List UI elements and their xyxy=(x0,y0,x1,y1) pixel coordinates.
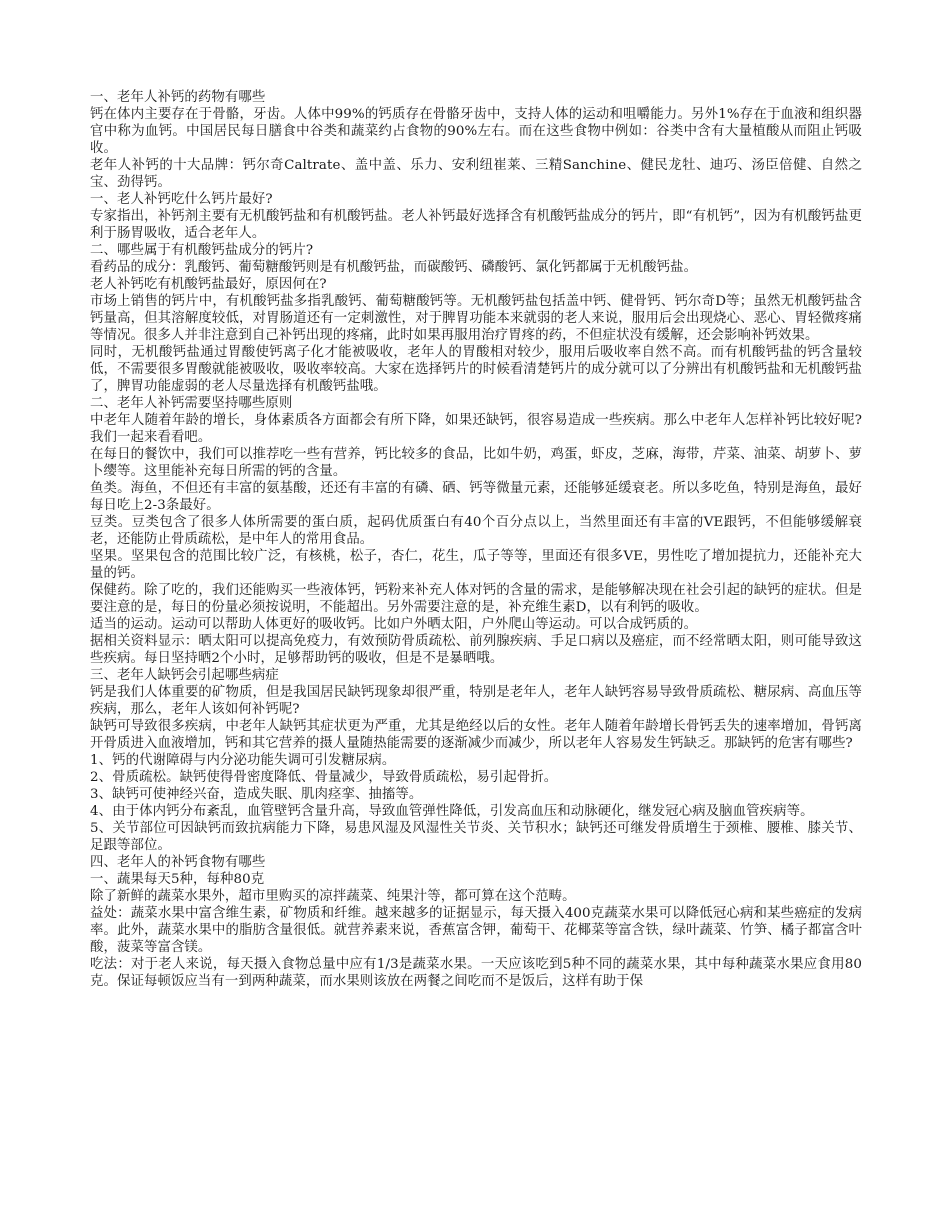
paragraph: 鱼类。海鱼，不但还有丰富的氨基酸，还还有丰富的有磷、硒、钙等微量元素，还能够延缓衰老。所以多吃鱼，特别是海鱼，最好每日吃上2-3条最好。 xyxy=(90,481,862,513)
paragraph: 吃法：对于老人来说，每天摄入食物总量中应有1/3是蔬菜水果。一天应该吃到5种不同的蔬菜水果，其中每种蔬菜水果应食用80克。保证每顿饭应当有一到两种蔬菜，而水果则该放在两餐之间吃而不是饭后，这样有助于保 xyxy=(90,957,862,989)
paragraph: 同时，无机酸钙盐通过胃酸使钙离子化才能被吸收，老年人的胃酸相对较少，服用后吸收率自然不高。而有机酸钙盐的钙含量较低，不需要很多胃酸就能被吸收，吸收率较高。大家在选择钙片的时候看清楚钙片的成分就可以了分辨出有机酸钙盐和无机酸钙盐了，脾胃功能虚弱的老人尽量选择有机酸钙盐哦。 xyxy=(90,345,862,394)
heading-1: 一、老年人补钙的药物有哪些 xyxy=(90,90,266,105)
paragraph: 专家指出，补钙剂主要有无机酸钙盐和有机酸钙盐。老人补钙最好选择含有机酸钙盐成分的钙片，即“有机钙”，因为有机酸钙盐更利于肠胃吸收，适合老年人。 xyxy=(90,209,862,241)
paragraph: 豆类。豆类包含了很多人体所需要的蛋白质，起码优质蛋白有40个百分点以上，当然里面还有丰富的VE跟钙，不但能够缓解衰老，还能防止骨质疏松，是中年人的常用食品。 xyxy=(90,515,862,547)
list-item: 1、钙的代谢障碍与内分泌功能失调可引发糖尿病。 xyxy=(90,753,396,768)
subheading: 一、蔬果每天5种，每种80克 xyxy=(90,872,265,887)
subheading: 二、哪些属于有机酸钙盐成分的钙片? xyxy=(90,243,314,258)
paragraph: 钙在体内主要存在于骨骼，牙齿。人体中99%的钙质存在骨骼牙齿中，支持人体的运动和咀嚼能力。另外1%存在于血液和组织器官中称为血钙。中国居民每日膳食中谷类和蔬菜约占食物的90%左右。而在这些食物中例如：谷类中含有大量植酸从而阻止钙吸收。 xyxy=(90,107,862,156)
paragraph: 中老年人随着年龄的增长，身体素质各方面都会有所下降，如果还缺钙，很容易造成一些疾病。那么中老年人怎样补钙比较好呢?我们一起来看看吧。 xyxy=(90,413,862,445)
paragraph: 老年人补钙的十大品牌：钙尔奇Caltrate、盖中盖、乐力、安利纽崔莱、三精Sanchine、健民龙牡、迪巧、汤臣倍健、自然之宝、劲得钙。 xyxy=(90,158,862,190)
list-item: 3、缺钙可使神经兴奋，造成失眠、肌肉痉挛、抽搐等。 xyxy=(90,787,423,802)
paragraph: 益处：蔬菜水果中富含维生素，矿物质和纤维。越来越多的证据显示，每天摄入400克蔬菜水果可以降低冠心病和某些癌症的发病率。此外，蔬菜水果中的脂肪含量很低。就营养素来说，香蕉富含钾，葡萄干、花椰菜等富含铁，绿叶蔬菜、竹笋、橘子都富含叶酸，菠菜等富含镁。 xyxy=(90,906,862,955)
subheading: 一、老人补钙吃什么钙片最好? xyxy=(90,192,273,207)
paragraph: 除了新鲜的蔬菜水果外，超市里购买的凉拌蔬菜、纯果汁等，都可算在这个范畴。 xyxy=(90,889,576,904)
paragraph: 在每日的餐饮中，我们可以推荐吃一些有营养，钙比较多的食品，比如牛奶，鸡蛋，虾皮，芝麻，海带，芹菜、油菜、胡萝卜、萝卜缨等。这里能补充每日所需的钙的含量。 xyxy=(90,447,862,479)
heading-3: 三、老年人缺钙会引起哪些病症 xyxy=(90,668,279,683)
list-item: 5、关节部位可因缺钙而致抗病能力下降，易患风湿及风湿性关节炎、关节积水；缺钙还可继发骨质增生于颈椎、腰椎、膝关节、足跟等部位。 xyxy=(90,821,862,853)
paragraph: 看药品的成分：乳酸钙、葡萄糖酸钙则是有机酸钙盐，而碳酸钙、磷酸钙、氯化钙都属于无机酸钙盐。 xyxy=(90,260,698,275)
paragraph: 据相关资料显示：晒太阳可以提高免疫力，有效预防骨质疏松、前列腺疾病、手足口病以及癌症，而不经常晒太阳，则可能导致这些疾病。每日坚持晒2个小时，足够帮助钙的吸收，但是不是暴晒哦。 xyxy=(90,634,862,666)
subheading: 老人补钙吃有机酸钙盐最好，原因何在? xyxy=(90,277,327,292)
list-item: 4、由于体内钙分布紊乱，血管壁钙含量升高，导致血管弹性降低，引发高血压和动脉硬化，继发冠心病及脑血管疾病等。 xyxy=(90,804,814,819)
paragraph: 钙是我们人体重要的矿物质，但是我国居民缺钙现象却很严重，特别是老年人，老年人缺钙容易导致骨质疏松、糖尿病、高血压等疾病，那么，老年人该如何补钙呢? xyxy=(90,685,862,717)
paragraph: 缺钙可导致很多疾病，中老年人缺钙其症状更为严重，尤其是绝经以后的女性。老年人随着年龄增长骨钙丢失的速率增加，骨钙离开骨质进入血液增加，钙和其它营养的摄人量随热能需要的逐渐减少而减少，所以老年人容易发生钙缺乏。那缺钙的危害有哪些? xyxy=(90,719,862,751)
paragraph: 市场上销售的钙片中，有机酸钙盐多指乳酸钙、葡萄糖酸钙等。无机酸钙盐包括盖中钙、健骨钙、钙尔奇D等；虽然无机酸钙盐含钙量高，但其溶解度较低，对胃肠道还有一定刺激性，对于脾胃功能本来就弱的老人来说，服用后会出现烧心、恶心、胃轻微疼痛等情况。很多人并非注意到自己补钙出现的疼痛，此时如果再服用治疗胃疼的药，不但症状没有缓解，还会影响补钙效果。 xyxy=(90,294,862,343)
paragraph: 保健药。除了吃的，我们还能购买一些液体钙，钙粉来补充人体对钙的含量的需求，是能够解决现在社会引起的缺钙的症状。但是要注意的是，每日的份量必须按说明，不能超出。另外需要注意的是，补充维生素D，以有利钙的吸收。 xyxy=(90,583,862,615)
paragraph: 适当的运动。运动可以帮助人体更好的吸收钙。比如户外晒太阳，户外爬山等运动。可以合成钙质的。 xyxy=(90,617,698,632)
heading-4: 四、老年人的补钙食物有哪些 xyxy=(90,855,266,870)
heading-2: 二、老年人补钙需要坚持哪些原则 xyxy=(90,396,293,411)
list-item: 2、骨质疏松。缺钙使得骨密度降低、骨量减少，导致骨质疏松，易引起骨折。 xyxy=(90,770,558,785)
document-body xyxy=(90,89,862,990)
paragraph: 坚果。坚果包含的范围比较广泛，有核桃，松子，杏仁，花生，瓜子等等，里面还有很多VE，男性吃了增加提抗力，还能补充大量的钙。 xyxy=(90,549,862,581)
